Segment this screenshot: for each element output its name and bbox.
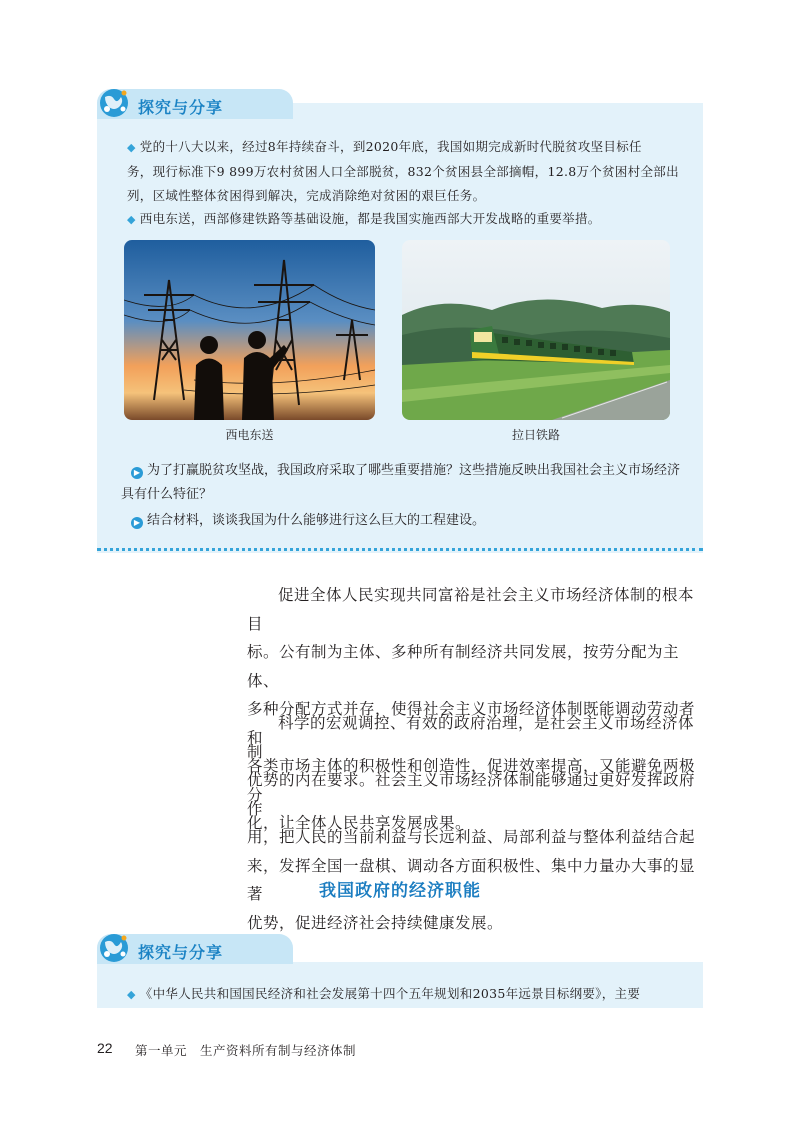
box1-dotted-divider [97, 548, 703, 551]
box1-paragraph-2 [127, 207, 697, 232]
caption-lari-railway: 拉日铁路 [511, 428, 560, 442]
explore-share-title-2: 探究与分享 [138, 943, 224, 962]
explore-share-title-1: 探究与分享 [138, 98, 224, 117]
main-para1-line-5: 化，让全体人民共享发展成果。 [247, 814, 472, 832]
line-text: 结合材料，谈谈我国为什么能够进行这么巨大的工程建设。 [147, 513, 486, 528]
photo-power-transmission [124, 240, 375, 420]
line-text: 党的十八大以来，经过8年持续奋斗，到2020年底，我国如期完成新时代脱贫攻坚目标任 [139, 139, 642, 154]
line-text: 《中华人民共和国国民经济和社会发展第十四个五年规划和2035年远景目标纲要》，主要 [139, 986, 641, 1001]
explore-globe-icon [97, 85, 131, 119]
main-para1-line-1: 促进全体人民实现共同富裕是社会主义市场经济体制的根本目 [247, 586, 695, 633]
section-heading: 我国政府的经济职能 [319, 881, 481, 901]
question-1-line-1 [131, 459, 701, 483]
main-para2-line-5: 优势，促进经济社会持续健康发展。 [247, 913, 504, 932]
box1-paragraph-1 [127, 135, 697, 208]
bullet-diamond-icon: ◆ [127, 141, 136, 154]
question-1-line-2: 具有什么特征？ [121, 487, 213, 502]
line-text: 西电东送，西部修建铁路等基础设施，都是我国实施西部大开发战略的重要举措。 [139, 211, 601, 226]
box1-question-1 [121, 459, 701, 507]
question-arrow-icon: ▶ [131, 517, 143, 529]
main-para2-line-4: 来，发挥全国一盘棋、调动各方面积极性、集中力量办大事的显著 [247, 856, 696, 903]
running-footer-title: 第一单元 生产资料所有制与经济体制 [135, 1043, 357, 1058]
photo-lari-railway [402, 240, 670, 420]
box1-para1-line-1 [127, 135, 697, 160]
main-para2-line-3: 用，把人民的当前利益与长远利益、局部利益与整体利益结合起 [247, 828, 696, 846]
main-para1-line-3: 多种分配方式并存，使得社会主义市场经济体制既能调动劳动者和 [247, 700, 696, 747]
main-paragraph-2 [247, 709, 705, 937]
line-text: 为了打赢脱贫攻坚战，我国政府采取了哪些重要措施？这些措施反映出我国社会主义市场经济 [147, 463, 681, 478]
box1-para1-line-2: 务，现行标准下9 899万农村贫困人口全部脱贫，832个贫困县全部摘帽，12.8万个贫困村全部出 [127, 164, 679, 179]
bullet-diamond-icon: ◆ [127, 213, 136, 226]
main-para1-line-4: 各类市场主体的积极性和创造性，促进效率提高，又能避免两极分 [247, 757, 696, 804]
box2-paragraph [127, 982, 702, 1007]
question-arrow-icon: ▶ [131, 467, 143, 479]
explore-globe-icon [97, 930, 131, 964]
main-para2-line-1: 科学的宏观调控、有效的政府治理，是社会主义市场经济体制 [247, 714, 695, 761]
page-number: 22 [97, 1040, 113, 1056]
main-para2-line-2: 优势的内在要求。社会主义市场经济体制能够通过更好发挥政府作 [247, 771, 696, 818]
caption-power-transmission: 西电东送 [225, 428, 274, 442]
box1-para1-line-3: 列，区域性整体贫困得到解决，完成消除绝对贫困的艰巨任务。 [127, 188, 486, 203]
box1-question-2 [131, 509, 701, 533]
bullet-diamond-icon: ◆ [127, 988, 136, 1001]
main-para1-line-2: 标。公有制为主体、多种所有制经济共同发展，按劳分配为主体、 [247, 643, 680, 690]
